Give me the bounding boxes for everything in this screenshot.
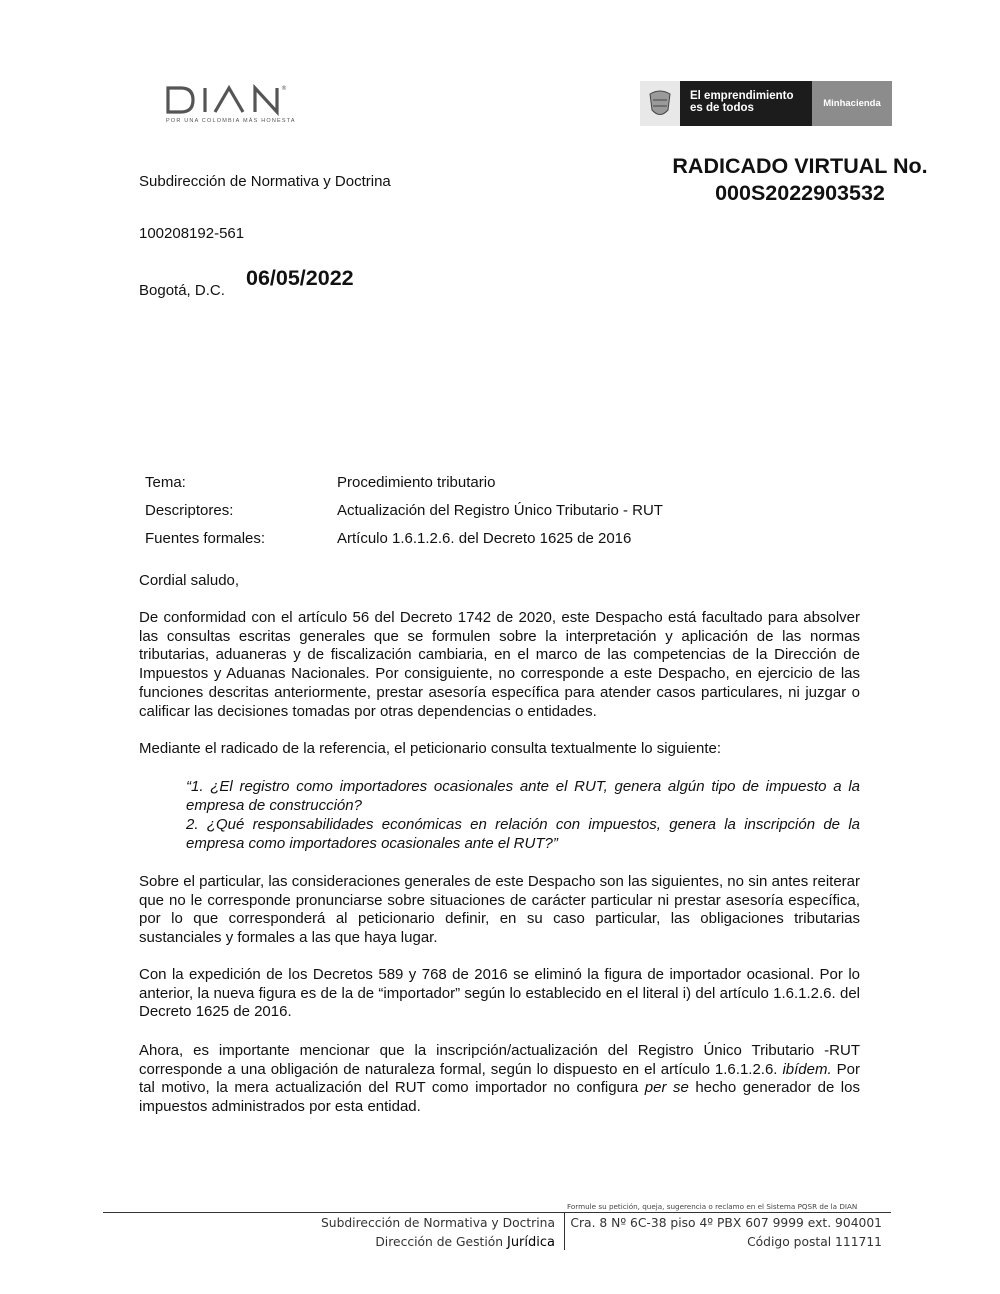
radicado-value: 000S2022903532 xyxy=(715,181,885,205)
paragraph-rut-obligation xyxy=(139,1042,860,1117)
descriptores-value: Actualización del Registro Único Tributario - RUT xyxy=(337,502,663,519)
footer-address: Cra. 8 Nº 6C-38 piso 4º PBX 607 9999 ext. 904001 xyxy=(570,1216,882,1230)
fuentes-label: Fuentes formales: xyxy=(145,530,266,547)
rut-text-per-se: per se xyxy=(644,1079,689,1097)
office-name: Subdirección de Normativa y Doctrina xyxy=(139,173,391,190)
gov-slogan-line2: es de todos xyxy=(690,102,754,114)
dian-tagline: POR UNA COLOMBIA MÁS HONESTA xyxy=(166,118,296,124)
footer-direction xyxy=(375,1235,555,1250)
paragraph-competence: De conformidad con el artículo 56 del Decreto 1742 de 2020, este Despacho está facultado para absolver las consultas escritas generales que se formulen sobre la interpretación y aplicación de las normas tributarias, aduaneras y de fiscalización cambiaria, en el marco de las competencias de la Dirección de Impuestos y Aduanas Nacionales. Por consiguiente, no corresponde a este Despacho, en ejercicio de las funciones descritas anteriormente, prestar asesoría específica para atender casos particulares, ni juzgar o calificar las decisiones tomadas por otras dependencias o entidades. xyxy=(139,609,860,720)
rut-text-a: Ahora, es importante mencionar que la inscripción/actualización del Registro Único Tributario -RUT corresponde a una obligación de naturaleza formal, según lo dispuesto en el artículo 1.6.1.2.6. xyxy=(139,1042,860,1078)
reference-number: 100208192-561 xyxy=(139,225,245,242)
svg-text:®: ® xyxy=(281,85,287,92)
paragraph-consult-intro: Mediante el radicado de la referencia, el peticionario consulta textualmente lo siguiente: xyxy=(139,740,722,757)
paragraph-decrees: Con la expedición de los Decretos 589 y 768 de 2016 se eliminó la figura de importador ocasional. Por lo anterior, la nueva figura es de la de “importador” según lo establecido en el literal i) del artículo 1.6.1.2.6. del Decreto 1625 de 2016. xyxy=(139,966,860,1021)
tema-value: Procedimiento tributario xyxy=(337,474,496,491)
quoted-question-2: 2. ¿Qué responsabilidades económicas en relación con impuestos, genera la inscripción de la empresa como importadores ocasionales ante el RUT?” xyxy=(186,816,860,852)
rut-text-c: Por tal motivo, la mera actualización del RUT como importador no configura xyxy=(139,1060,860,1097)
radicado-number xyxy=(658,153,942,207)
greeting: Cordial saludo, xyxy=(139,572,240,589)
paragraph-considerations: Sobre el particular, las consideraciones generales de este Despacho son las siguientes, no sin antes reiterar que no le corresponde pronunciarse sobre situaciones de carácter particular ni prestar asesoría específica, por lo que corresponderá al peticionario definir, en su caso particular, las obligaciones tributarias sustanciales y formales a las que haya lugar. xyxy=(139,873,860,947)
fuentes-value: Artículo 1.6.1.2.6. del Decreto 1625 de 2016 xyxy=(337,530,632,547)
footer-direction-juridica: Jurídica xyxy=(506,1235,555,1250)
gov-logo xyxy=(640,81,892,126)
gov-slogan-line1: El emprendimiento xyxy=(690,90,794,102)
quoted-question-1: “1. ¿El registro como importadores ocasionales ante el RUT, genera algún tipo de impuesto a la empresa de construcción? xyxy=(186,778,860,814)
footer-vertical-divider xyxy=(564,1213,565,1250)
rut-text-ibidem: ibídem. xyxy=(782,1060,832,1078)
document-date: 06/05/2022 xyxy=(246,266,354,290)
tema-label: Tema: xyxy=(145,474,186,491)
ministry-label: Minhacienda xyxy=(812,81,892,126)
coat-of-arms-icon xyxy=(640,81,680,126)
descriptores-label: Descriptores: xyxy=(145,502,234,519)
gov-slogan xyxy=(680,81,812,126)
footer-divider xyxy=(103,1212,891,1213)
footer-postal-code: Código postal 111711 xyxy=(747,1235,882,1249)
city: Bogotá, D.C. xyxy=(139,282,225,299)
footer-office: Subdirección de Normativa y Doctrina xyxy=(320,1216,555,1230)
footer-pqsr-note: Formule su petición, queja, sugerencia o reclamo en el Sistema PQSR de la DIAN xyxy=(567,1202,858,1211)
footer-direction-text: Dirección de Gestión xyxy=(375,1235,507,1249)
rut-text-e: hecho generador de los impuestos administrados por esta entidad. xyxy=(139,1079,860,1116)
radicado-label: RADICADO VIRTUAL No. xyxy=(672,154,928,178)
